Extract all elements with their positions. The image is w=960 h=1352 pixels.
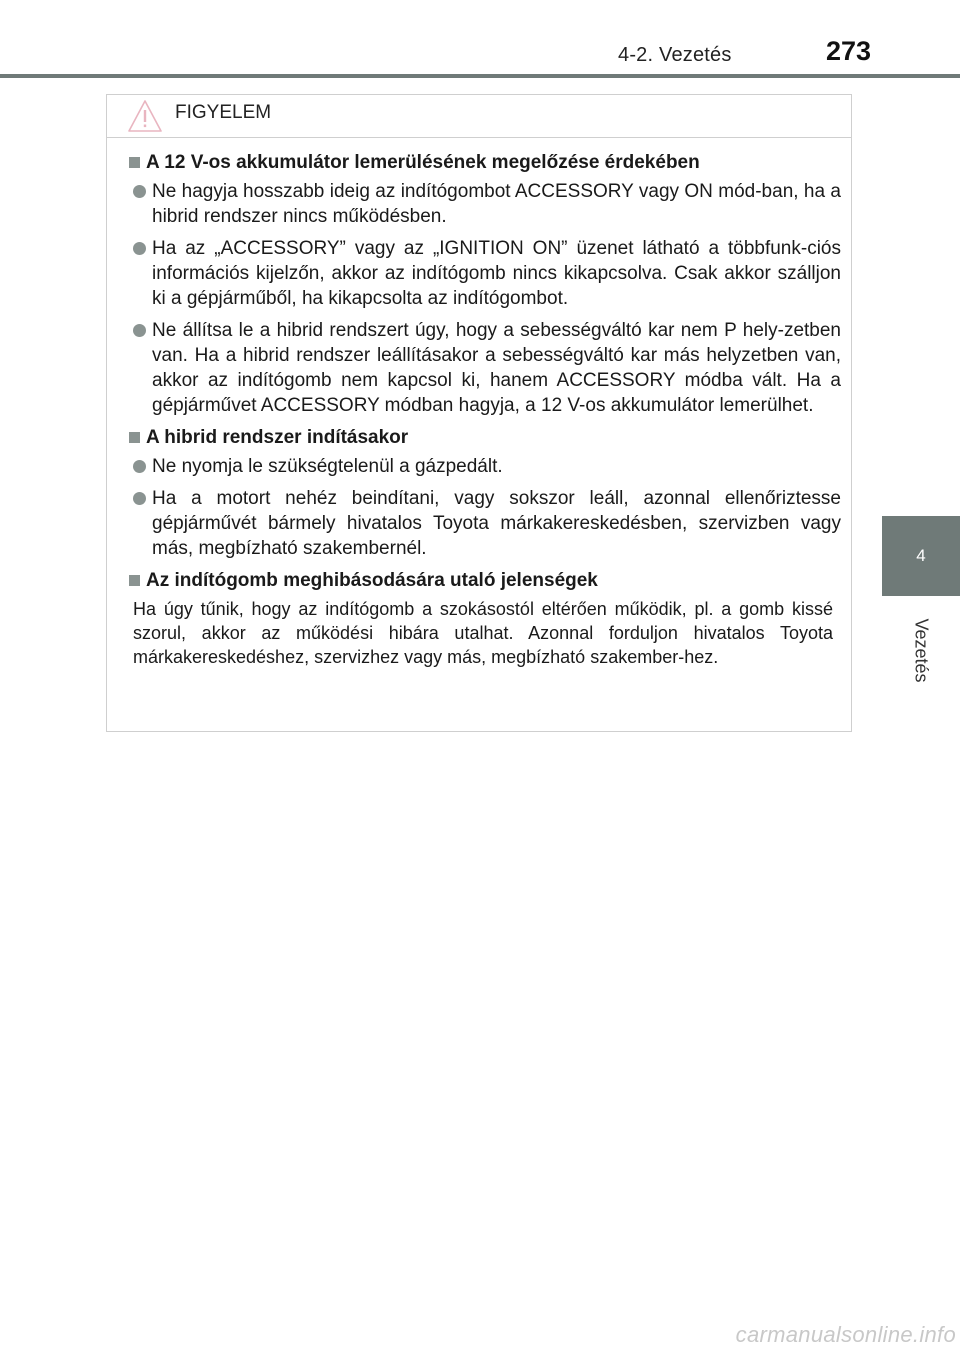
chapter-tab	[882, 516, 960, 596]
header-divider	[0, 74, 960, 78]
warning-triangle-icon	[127, 99, 163, 133]
list-item	[133, 454, 841, 479]
square-bullet-icon	[129, 575, 140, 586]
chapter-label: Vezetés	[911, 618, 932, 683]
watermark: carmanualsonline.info	[735, 1322, 956, 1347]
warning-box	[106, 94, 852, 732]
section-heading	[129, 568, 841, 593]
warning-title: FIGYELEM	[175, 102, 272, 123]
list-item	[133, 179, 841, 229]
list-item	[133, 318, 841, 418]
list-item-text: Ne hagyja hosszabb ideig az indítógombot ACCESSORY vagy ON mód-ban, ha a hibrid rendszer nincs működésben.	[152, 181, 841, 227]
section-title: 4-2. Vezetés	[618, 44, 732, 66]
circle-bullet-icon	[133, 185, 146, 198]
section-heading	[129, 425, 841, 450]
list-item	[133, 236, 841, 311]
list-item-text: Ha a motort nehéz beindítani, vagy sokszor leáll, azonnal ellenőriztesse gépjárművét bármely hivatalos Toyota márkakereskedésben, szervizben vagy más, megbízható szakembernél.	[152, 488, 841, 559]
circle-bullet-icon	[133, 460, 146, 473]
section-heading-text: A 12 V-os akkumulátor lemerülésének megelőzése érdekében	[146, 152, 700, 173]
section-heading-text: A hibrid rendszer indításakor	[146, 427, 409, 448]
square-bullet-icon	[129, 157, 140, 168]
section-heading	[129, 150, 841, 175]
list-item-text: Ha az „ACCESSORY” vagy az „IGNITION ON” üzenet látható a többfunk-ciós információs kijelzőn, akkor az indítógomb nincs kikapcsolva. Csak akkor szálljon ki a gépjárműből, ha kikapcsolta az indítógombot.	[152, 238, 841, 309]
section-paragraph: Ha úgy tűnik, hogy az indítógomb a szokásostól eltérően működik, pl. a gomb kissé szorul, akkor az működési hibára utalhat. Azonnal forduljon hivatalos Toyota márkakereskedéshez, szervizhez vagy más, megbízható szakember-hez.	[133, 599, 833, 667]
warning-header	[107, 95, 851, 138]
list-item-text: Ne nyomja le szükségtelenül a gázpedált.	[152, 456, 503, 477]
circle-bullet-icon	[133, 242, 146, 255]
section-heading-text: Az indítógomb meghibásodására utaló jelenségek	[146, 570, 598, 591]
circle-bullet-icon	[133, 324, 146, 337]
warning-content	[107, 138, 851, 669]
chapter-number: 4	[916, 546, 926, 565]
circle-bullet-icon	[133, 492, 146, 505]
square-bullet-icon	[129, 432, 140, 443]
page-number: 273	[826, 36, 872, 66]
list-item-text: Ne állítsa le a hibrid rendszert úgy, hogy a sebességváltó kar nem P hely-zetben van. Ha a hibrid rendszer leállításakor a sebességváltó kar más helyzetben van, akkor az indítógomb nem kapcsol ki, hanem ACCESSORY módba vált. Ha a gépjárművet ACCESSORY módban hagyja, a 12 V-os akkumulátor lemerülhet.	[152, 320, 841, 416]
list-item	[133, 486, 841, 561]
